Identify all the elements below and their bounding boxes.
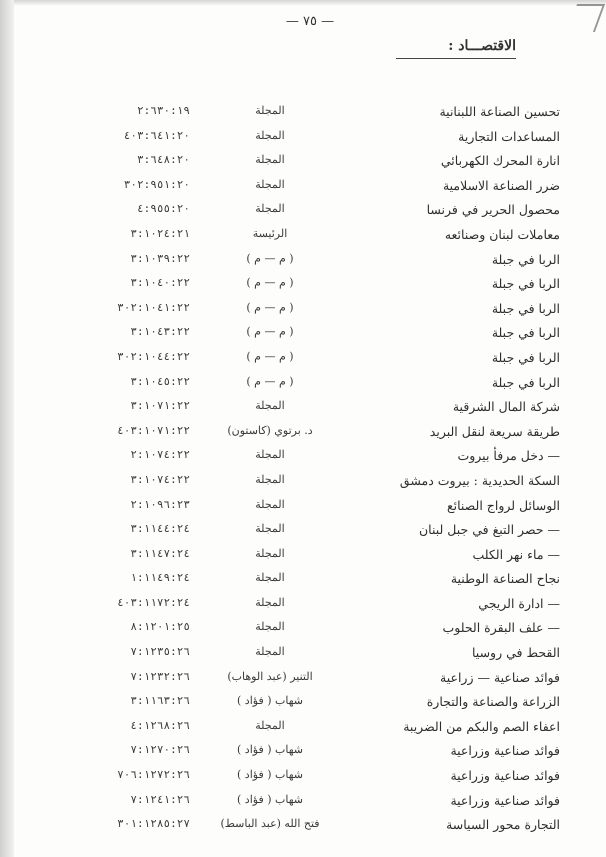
entry-source: المجلة bbox=[255, 571, 285, 585]
entry-topic: نجاح الصناعة الوطنية bbox=[450, 571, 560, 587]
entry-reference: ٤٠٣:١٠٧١:٢٢ bbox=[117, 423, 190, 437]
entry-topic: محصول الحرير في فرنسا bbox=[426, 202, 560, 218]
index-entry bbox=[60, 620, 560, 645]
entry-topic: التجارة محور السياسة bbox=[446, 817, 560, 833]
entry-source: شهاب ( فؤاد ) bbox=[237, 743, 303, 757]
entry-topic: فوائد صناعية وزراعية bbox=[450, 792, 560, 808]
entry-source: المجلة bbox=[255, 595, 285, 609]
entry-topic: معاملات لبنان وصنائعه bbox=[444, 226, 560, 242]
entry-source: ( م — م ) bbox=[246, 276, 294, 290]
entry-source: المجلة bbox=[255, 645, 285, 659]
entry-source: المجلة bbox=[255, 399, 285, 413]
entry-source: المجلة bbox=[255, 472, 285, 486]
entry-reference: ٧:١٢٧٠:٢٦ bbox=[130, 743, 190, 757]
index-entry bbox=[60, 768, 560, 793]
index-entry bbox=[60, 473, 560, 498]
index-entry bbox=[60, 793, 560, 818]
entry-source: شهاب ( فؤاد ) bbox=[237, 768, 303, 782]
entry-reference: ٧:١٢٣٢:٢٦ bbox=[130, 669, 190, 683]
index-entry bbox=[60, 178, 560, 203]
index-entry bbox=[60, 694, 560, 719]
index-entry bbox=[60, 571, 560, 596]
entry-topic: اعفاء الصم والبكم من الضريبة bbox=[403, 718, 560, 734]
entry-source: ( م — م ) bbox=[246, 349, 294, 363]
index-entry bbox=[60, 252, 560, 277]
scan-top-edge bbox=[0, 0, 606, 6]
entry-topic: انارة المحرك الكهربائي bbox=[440, 153, 560, 169]
entry-topic: ضرر الصناعة الاسلامية bbox=[442, 177, 560, 193]
index-entry bbox=[60, 522, 560, 547]
scan-left-edge bbox=[0, 0, 14, 857]
page-number: — ٧٥ — bbox=[285, 14, 335, 29]
index-entry bbox=[60, 375, 560, 400]
entry-reference: ٧:١٢٣٥:٢٦ bbox=[130, 645, 190, 659]
entry-reference: ٣:١٠٢٤:٢١ bbox=[130, 226, 190, 240]
entry-source: المجلة bbox=[255, 104, 285, 117]
entry-topic: فوائد صناعية — زراعية bbox=[440, 669, 560, 685]
entry-reference: ٤:١٢٦٨:٢٦ bbox=[130, 718, 190, 732]
entry-reference: ٣:١١٦٣:٢٦ bbox=[130, 694, 190, 708]
section-heading: الاقتصـــاد : bbox=[396, 38, 516, 59]
entry-source: المجلة bbox=[255, 497, 285, 511]
entry-topic: المساعدات التجارية bbox=[458, 128, 560, 144]
entry-reference: ٣٠١:١٢٨٥:٢٧ bbox=[117, 817, 190, 831]
entry-reference: ٣:١٠٤٥:٢٢ bbox=[130, 374, 190, 388]
index-entry bbox=[60, 350, 560, 375]
entry-topic: الربا في جبلة bbox=[491, 325, 560, 341]
index-list bbox=[60, 104, 560, 842]
entry-source: فتح الله (عبد الباسط) bbox=[220, 817, 320, 831]
index-entry bbox=[60, 104, 560, 129]
entry-reference: ٢:١٠٩٦:٢٣ bbox=[130, 497, 190, 511]
index-entry bbox=[60, 325, 560, 350]
entry-reference: ٤:٩٥٥:٢٠ bbox=[137, 202, 190, 216]
entry-topic: الربا في جبلة bbox=[491, 374, 560, 390]
index-entry bbox=[60, 448, 560, 473]
index-entry bbox=[60, 424, 560, 449]
entry-reference: ١:١١٤٩:٢٤ bbox=[130, 571, 190, 585]
entry-reference: ٤٠٣:٦٤١:٢٠ bbox=[123, 128, 190, 142]
entry-topic: — ماء نهر الكلب bbox=[472, 546, 560, 562]
entry-reference: ٣:١٠٧٤:٢٢ bbox=[130, 472, 190, 486]
entry-topic: الزراعة والصناعة والتجارة bbox=[426, 694, 560, 710]
entry-source: ( م — م ) bbox=[246, 300, 294, 314]
entry-source: المجلة bbox=[255, 620, 285, 634]
entry-topic: الوسائل لرواج الصنائع bbox=[446, 497, 560, 513]
entry-reference: ٣:١١٤٤:٢٤ bbox=[130, 522, 190, 536]
index-entry bbox=[60, 596, 560, 621]
entry-topic: فوائد صناعية وزراعية bbox=[450, 768, 560, 784]
index-entry bbox=[60, 227, 560, 252]
entry-source: ( م — م ) bbox=[246, 374, 294, 388]
index-entry bbox=[60, 547, 560, 572]
entry-source: المجلة bbox=[255, 522, 285, 536]
entry-topic: تحسين الصناعة اللبنانية bbox=[439, 104, 560, 119]
entry-topic: طريقة سريعة لنقل البريد bbox=[429, 423, 560, 439]
index-entry bbox=[60, 498, 560, 523]
entry-reference: ٣:١٠٣٩:٢٢ bbox=[130, 251, 190, 265]
entry-topic: الربا في جبلة bbox=[491, 251, 560, 267]
entry-source: شهاب ( فؤاد ) bbox=[237, 694, 303, 708]
index-entry bbox=[60, 719, 560, 744]
entry-source: المجلة bbox=[255, 177, 285, 191]
index-entry bbox=[60, 743, 560, 768]
entry-reference: ٣:١٠٤٠:٢٢ bbox=[130, 276, 190, 290]
index-entry bbox=[60, 153, 560, 178]
entry-source: ( م — م ) bbox=[246, 251, 294, 265]
index-entry bbox=[60, 129, 560, 154]
entry-reference: ٢:٦٣٠:١٩ bbox=[137, 104, 190, 117]
index-entry bbox=[60, 817, 560, 842]
entry-source: المجلة bbox=[255, 546, 285, 560]
entry-source: المجلة bbox=[255, 153, 285, 167]
entry-source: ( م — م ) bbox=[246, 325, 294, 339]
entry-reference: ٣:١٠٤٣:٢٢ bbox=[130, 325, 190, 339]
entry-topic: الربا في جبلة bbox=[491, 276, 560, 292]
index-entry bbox=[60, 202, 560, 227]
entry-reference: ٣٠٢:٩٥١:٢٠ bbox=[123, 177, 190, 191]
entry-topic: شركة المال الشرقية bbox=[452, 399, 560, 415]
entry-source: المجلة bbox=[255, 202, 285, 216]
entry-topic: الربا في جبلة bbox=[491, 300, 560, 316]
entry-reference: ٣:٦٤٨:٢٠ bbox=[137, 153, 190, 167]
entry-reference: ٣٠٢:١٠٤٤:٢٢ bbox=[117, 349, 190, 363]
entry-source: الرئيسة bbox=[252, 226, 288, 240]
entry-topic: — حصر التبغ في جبل لبنان bbox=[418, 522, 560, 538]
entry-reference: ٨:١٢٠١:٢٥ bbox=[130, 620, 190, 634]
index-entry bbox=[60, 670, 560, 695]
entry-source: المجلة bbox=[255, 718, 285, 732]
entry-topic: — دخل مرفأ بيروت bbox=[457, 448, 560, 464]
entry-reference: ٣:١١٤٧:٢٤ bbox=[130, 546, 190, 560]
index-entry bbox=[60, 399, 560, 424]
index-entry bbox=[60, 301, 560, 326]
entry-topic: القحط في روسيا bbox=[471, 645, 560, 661]
entry-reference: ٧:١٢٤١:٢٦ bbox=[130, 792, 190, 806]
entry-source: د. برتوي (كاستون) bbox=[227, 423, 313, 437]
index-entry bbox=[60, 645, 560, 670]
entry-source: التنير (عبد الوهاب) bbox=[227, 669, 313, 683]
entry-topic: — علف البقرة الحلوب bbox=[442, 620, 560, 636]
entry-reference: ٢:١٠٧٤:٢٢ bbox=[130, 448, 190, 462]
dog-ear-mark bbox=[567, 4, 605, 32]
entry-topic: — ادارة الريجي bbox=[478, 595, 560, 611]
entry-source: شهاب ( فؤاد ) bbox=[237, 792, 303, 806]
entry-reference: ٣٠٢:١٠٤١:٢٢ bbox=[117, 300, 190, 314]
index-entry bbox=[60, 276, 560, 301]
entry-source: المجلة bbox=[255, 448, 285, 462]
entry-reference: ٤٠٣:١١٧٢:٢٤ bbox=[117, 595, 190, 609]
entry-reference: ٧٠٦:١٢٧٢:٢٦ bbox=[117, 768, 190, 782]
entry-source: المجلة bbox=[255, 128, 285, 142]
entry-topic: فوائد صناعية وزراعية bbox=[450, 743, 560, 759]
entry-topic: الربا في جبلة bbox=[491, 349, 560, 365]
entry-topic: السكة الحديدية : بيروت دمشق bbox=[399, 472, 560, 488]
entry-reference: ٣:١٠٧١:٢٢ bbox=[130, 399, 190, 413]
